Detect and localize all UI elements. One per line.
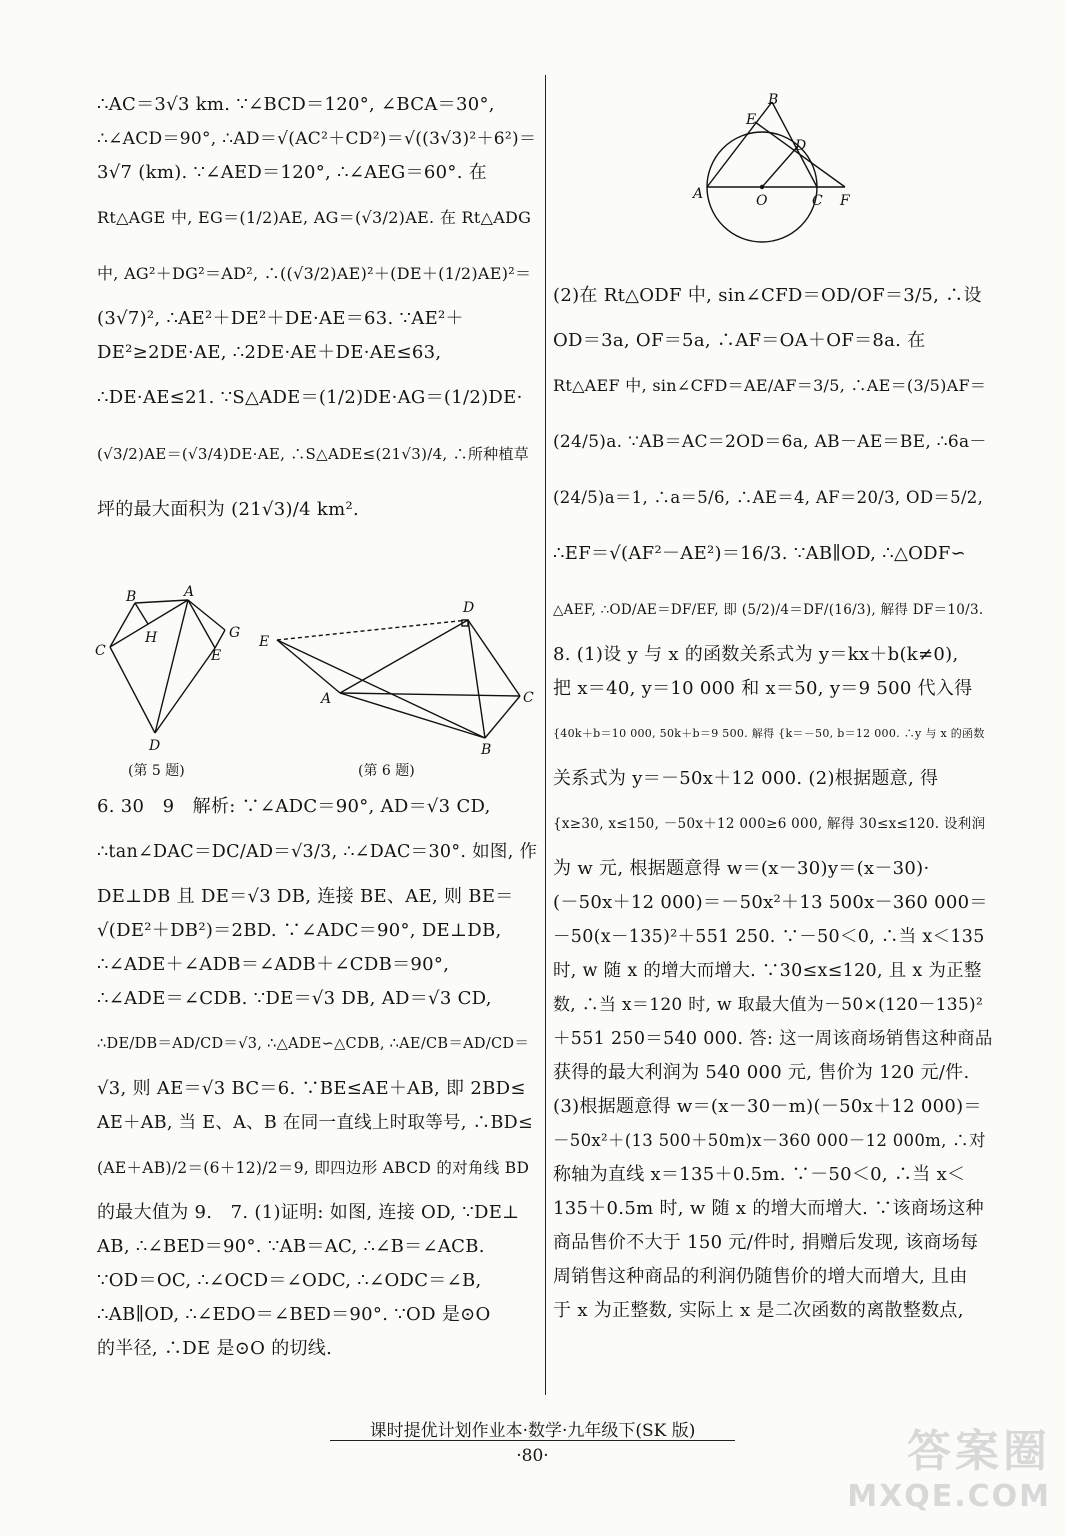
left-lower-line-7: ∴DE/DB＝AD/CD＝√3, ∴△ADE∽△CDB, ∴AE/CB＝AD/CD＝	[97, 1036, 530, 1052]
watermark-line1: 答案圈	[907, 1426, 1051, 1477]
fig5-label-b: B	[126, 589, 137, 605]
right-text-block	[553, 268, 993, 1328]
footer-title: 课时提优计划作业本·数学·九年级下(SK 版)	[369, 1421, 696, 1441]
left-line-3: 3√7 (km). ∵∠AED＝120°, ∴∠AEG＝60°. 在	[97, 162, 488, 183]
circle-label-e: E	[746, 112, 757, 128]
circle-figure	[690, 92, 860, 252]
watermark-line2: MXQE.COM	[847, 1479, 1051, 1514]
page-number: ·80·	[516, 1446, 549, 1466]
fig5-label-e: E	[211, 648, 222, 664]
left-lower-line-2: ∴tan∠DAC＝DC/AD＝√3/3, ∴∠DAC＝30°. 如图, 作	[97, 842, 538, 862]
left-line-5: 中, AG²＋DG²＝AD², ∴((√3/2)AE)²＋(DE＋(1/2)AE)²＝	[97, 264, 532, 283]
left-text-block	[97, 88, 537, 538]
fig6-label-b: B	[481, 742, 492, 758]
right-line-4: (24/5)a. ∵AB＝AC＝2OD＝6a, AB－AE＝BE, ∴6a－	[553, 432, 987, 452]
right-line-14: (－50x＋12 000)＝－50x²＋13 500x－360 000＝	[553, 892, 988, 913]
right-line-21: －50x²＋(13 500＋50m)x－360 000－12 000m, ∴对	[553, 1131, 986, 1150]
fig6-label-a: A	[321, 691, 332, 707]
fig6-label-e: E	[259, 634, 270, 650]
left-lower-line-15: 的半径, ∴DE 是⊙O 的切线.	[97, 1338, 333, 1359]
right-line-6: ∴EF＝√(AF²－AE²)＝16/3. ∵AB∥OD, ∴△ODF∽	[553, 543, 967, 564]
left-lower-line-14: ∴AB∥OD, ∴∠EDO＝∠BED＝90°. ∵OD 是⊙O	[97, 1304, 491, 1325]
left-lower-line-8: √3, 则 AE＝√3 BC＝6. ∵BE≤AE＋AB, 即 2BD≤	[97, 1078, 526, 1099]
right-line-9: 把 x＝40, y＝10 000 和 x＝50, y＝9 500 代入得	[553, 678, 973, 699]
right-line-7: △AEF, ∴OD/AE＝DF/EF, 即 (5/2)/4＝DF/(16/3), 解得 DF＝10/3.	[553, 602, 984, 618]
right-line-10: {40k＋b＝10 000, 50k＋b＝9 500. 解得 {k＝－50, b＝12 000. ∴y 与 x 的函数	[553, 727, 985, 740]
right-line-13: 为 w 元, 根据题意得 w＝(x－30)y＝(x－30)·	[553, 858, 930, 879]
circle-label-c: C	[812, 193, 823, 209]
left-line-4: Rt△AGE 中, EG＝(1/2)AE, AG＝(√3/2)AE. 在 Rt△ADG	[97, 208, 532, 227]
circle-label-b: B	[768, 92, 779, 108]
fig5-caption: (第 5 题)	[128, 763, 185, 779]
right-line-2: OD＝3a, OF＝5a, ∴AF＝OA＋OF＝8a. 在	[553, 330, 926, 351]
figure-5	[90, 585, 250, 765]
left-line-1: ∴AC＝3√3 km. ∵∠BCD＝120°, ∠BCA＝30°,	[97, 94, 495, 115]
fig5-label-a: A	[184, 585, 195, 600]
fig5-label-c: C	[95, 643, 106, 659]
left-lower-line-11: 的最大值为 9. 7. (1)证明: 如图, 连接 OD, ∵DE⊥	[97, 1202, 520, 1223]
right-line-18: ＋551 250＝540 000. 答: 这一周该商场销售这种商品	[553, 1029, 993, 1049]
circle-label-o: O	[756, 193, 768, 209]
right-line-3: Rt△AEF 中, sin∠CFD＝AE/AF＝3/5, ∴AE＝(3/5)AF＝	[553, 376, 987, 395]
right-line-17: 数, ∴当 x＝120 时, w 取最大值为－50×(120－135)²	[553, 995, 984, 1015]
left-line-2: ∴∠ACD＝90°, ∴AD＝√(AC²＋CD²)＝√((3√3)²＋6²)＝	[97, 129, 537, 149]
right-line-22: 称轴为直线 x＝135＋0.5m. ∵－50＜0, ∴当 x＜	[553, 1164, 966, 1185]
left-lower-line-1: 6. 30 9 解析: ∵∠ADC＝90°, AD＝√3 CD,	[97, 796, 491, 817]
fig5-label-g: G	[229, 625, 241, 641]
left-lower-line-9: AE＋AB, 当 E、A、B 在同一直线上时取等号, ∴BD≤	[97, 1113, 533, 1133]
left-column	[97, 88, 537, 538]
left-lower-line-10: (AE＋AB)/2＝(6＋12)/2＝9, 即四边形 ABCD 的对角线 BD	[97, 1159, 530, 1177]
right-line-19: 获得的最大利润为 540 000 元, 售价为 120 元/件.	[553, 1062, 970, 1083]
column-divider	[545, 75, 546, 1395]
circle-label-d: D	[795, 138, 807, 154]
circle-label-a: A	[693, 186, 704, 202]
left-column-lower	[97, 790, 537, 1366]
right-line-23: 135＋0.5m 时, w 随 x 的增大而增大. ∵该商场这种	[553, 1198, 984, 1219]
fig5-label-h: H	[145, 630, 158, 646]
right-line-26: 于 x 为正整数, 实际上 x 是二次函数的离散整数点,	[553, 1300, 964, 1321]
fig6-label-d: D	[463, 600, 475, 616]
left-lower-line-13: ∵OD＝OC, ∴∠OCD＝∠ODC, ∴∠ODC＝∠B,	[97, 1270, 482, 1291]
right-line-1: (2)在 Rt△ODF 中, sin∠CFD＝OD/OF＝3/5, ∴设	[553, 285, 982, 306]
fig6-label-c: C	[523, 690, 534, 706]
fig6-caption: (第 6 题)	[358, 763, 415, 779]
right-line-12: {x≥30, x≤150, －50x＋12 000≥6 000, 解得 30≤x≤120. 设利润	[553, 816, 986, 832]
fig5-label-d: D	[149, 738, 161, 754]
right-line-25: 周销售这种商品的利润仍随售价的增大而增大, 且由	[553, 1266, 968, 1287]
left-line-8: ∴DE·AE≤21. ∵S△ADE＝(1/2)DE·AG＝(1/2)DE·	[97, 387, 523, 408]
left-lower-line-6: ∴∠ADE＝∠CDB. ∵DE＝√3 DB, AD＝√3 CD,	[97, 988, 492, 1009]
right-line-8: 8. (1)设 y 与 x 的函数关系式为 y＝kx＋b(k≠0),	[553, 644, 959, 665]
circle-label-f: F	[840, 193, 850, 209]
right-line-16: 时, w 随 x 的增大而增大. ∵30≤x≤120, 且 x 为正整	[553, 961, 982, 981]
right-line-20: (3)根据题意得 w＝(x－30－m)(－50x＋12 000)＝	[553, 1096, 982, 1117]
right-line-5: (24/5)a＝1, ∴a＝5/6, ∴AE＝4, AF＝20/3, OD＝5/2,	[553, 488, 984, 507]
left-lower-line-5: ∴∠ADE＋∠ADB＝∠ADB＋∠CDB＝90°,	[97, 954, 450, 975]
right-line-15: －50(x－135)²＋551 250. ∵－50＜0, ∴当 x＜135	[553, 927, 985, 947]
right-line-11: 关系式为 y＝－50x＋12 000. (2)根据题意, 得	[553, 768, 939, 789]
figure-6	[255, 598, 535, 758]
left-text-block-lower	[97, 790, 537, 1366]
right-line-24: 商品售价不大于 150 元/件时, 捐赠后发现, 该商场每	[553, 1232, 979, 1253]
right-column	[553, 268, 993, 1328]
left-lower-line-3: DE⊥DB 且 DE＝√3 DB, 连接 BE、AE, 则 BE＝	[97, 886, 514, 907]
left-line-10: 坪的最大面积为 (21√3)/4 km².	[97, 499, 360, 520]
left-lower-line-4: √(DE²＋DB²)＝2BD. ∵∠ADC＝90°, DE⊥DB,	[97, 920, 502, 941]
left-line-9: (√3/2)AE＝(√3/4)DE·AE, ∴S△ADE≤(21√3)/4, ∴所种植草	[97, 445, 530, 463]
left-line-7: DE²≥2DE·AE, ∴2DE·AE＋DE·AE≤63,	[97, 342, 442, 363]
left-line-6: (3√7)², ∴AE²＋DE²＋DE·AE＝63. ∵AE²＋	[97, 308, 464, 329]
left-lower-line-12: AB, ∴∠BED＝90°. ∵AB＝AC, ∴∠B＝∠ACB.	[97, 1236, 485, 1257]
watermark	[847, 1415, 1051, 1514]
